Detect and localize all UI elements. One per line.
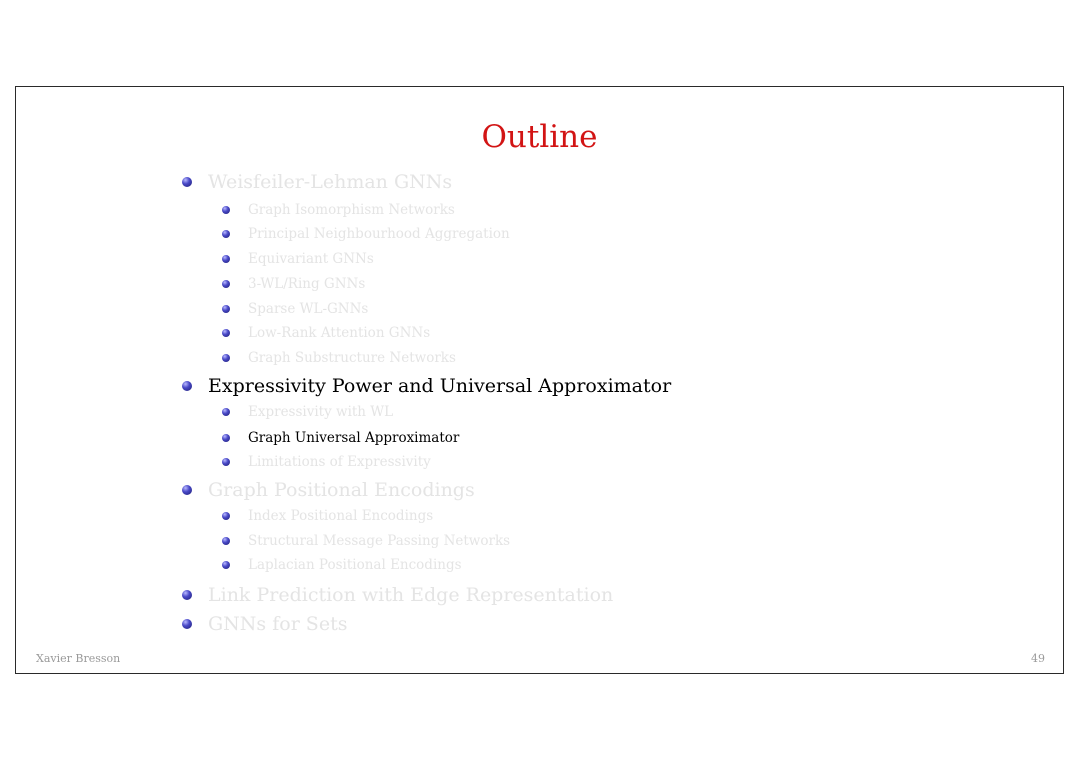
footer-author: Xavier Bresson [36, 652, 121, 665]
outline-section [208, 374, 671, 398]
bullet-icon [222, 329, 230, 337]
outline-subitem [248, 429, 459, 447]
outline-subitem-label: Low-Rank Attention GNNs [248, 325, 431, 341]
outline-subitem-label: Structural Message Passing Networks [248, 533, 511, 549]
outline-section [208, 478, 475, 502]
outline-subitem-label: Index Positional Encodings [248, 508, 434, 524]
outline-subitem [248, 349, 456, 367]
outline-subitem-label: Limitations of Expressivity [248, 454, 431, 470]
bullet-icon [222, 537, 230, 545]
outline-section [208, 583, 613, 607]
outline-subitem-label: 3-WL/Ring GNNs [248, 276, 366, 292]
outline-subitem-label: Expressivity with WL [248, 404, 394, 420]
bullet-icon [222, 434, 230, 442]
outline-list [16, 87, 1063, 673]
outline-subitem-label: Equivariant GNNs [248, 251, 374, 267]
outline-subitem [248, 324, 430, 342]
bullet-icon [222, 206, 230, 214]
page-number: 49 [1031, 652, 1045, 665]
outline-subitem [248, 300, 368, 318]
outline-subitem [248, 453, 431, 471]
outline-section [208, 612, 347, 636]
slide-title: Outline [481, 119, 598, 155]
slide [15, 86, 1064, 674]
bullet-icon [222, 230, 230, 238]
outline-subitem-label: Principal Neighbourhood Aggregation [248, 226, 510, 242]
bullet-icon [182, 590, 192, 600]
outline-subitem [248, 275, 365, 293]
bullet-icon [182, 381, 192, 391]
outline-subitem-label: Sparse WL-GNNs [248, 301, 369, 317]
outline-subitem [248, 507, 433, 525]
outline-section-label: Expressivity Power and Universal Approximator [208, 375, 672, 397]
outline-subitem-label: Graph Substructure Networks [248, 350, 456, 366]
outline-subitem [248, 532, 510, 550]
bullet-icon [222, 354, 230, 362]
outline-subitem-label: Graph Universal Approximator [248, 430, 460, 446]
bullet-icon [222, 280, 230, 288]
outline-subitem [248, 201, 455, 219]
outline-section-label: GNNs for Sets [208, 613, 348, 635]
outline-subitem-label: Laplacian Positional Encodings [248, 557, 462, 573]
outline-subitem [248, 225, 510, 243]
bullet-icon [182, 485, 192, 495]
bullet-icon [222, 408, 230, 416]
bullet-icon [222, 512, 230, 520]
bullet-icon [182, 177, 192, 187]
outline-subitem [248, 403, 393, 421]
bullet-icon [222, 255, 230, 263]
outline-subitem [248, 250, 374, 268]
bullet-icon [222, 305, 230, 313]
bullet-icon [182, 619, 192, 629]
bullet-icon [222, 561, 230, 569]
outline-subitem [248, 556, 462, 574]
outline-section [208, 170, 452, 194]
outline-section-label: Graph Positional Encodings [208, 479, 475, 501]
bullet-icon [222, 458, 230, 466]
outline-subitem-label: Graph Isomorphism Networks [248, 202, 455, 218]
outline-section-label: Link Prediction with Edge Representation [208, 584, 614, 606]
outline-section-label: Weisfeiler-Lehman GNNs [208, 171, 453, 193]
